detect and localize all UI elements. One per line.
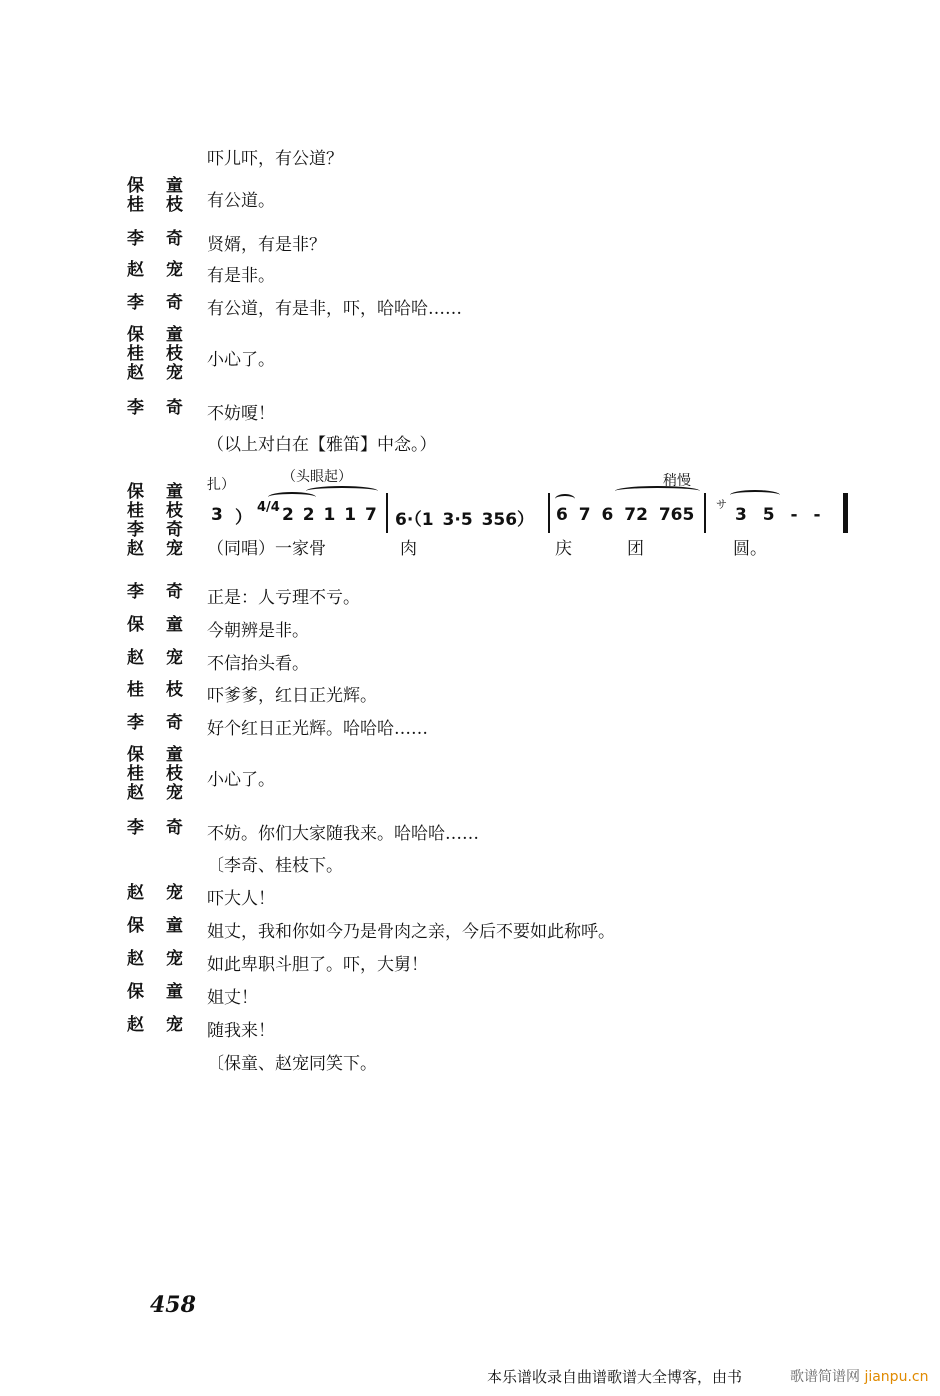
lyric: 圆。 [733, 539, 767, 559]
footer-text: 本乐谱收录自曲谱歌谱大全博客，由书 [487, 1368, 743, 1386]
speaker-names [127, 260, 205, 280]
speaker: 桂枝 [127, 764, 205, 784]
measure-2: 6·（1 3·5 356） [395, 510, 535, 530]
speaker: 保童 [127, 325, 205, 345]
speaker-names [127, 745, 205, 803]
dialogue-text: 姐丈！ [207, 988, 258, 1008]
slur [730, 490, 780, 500]
watermark [790, 1366, 928, 1386]
dialogue-text: 吓大人！ [207, 889, 275, 909]
speaker-names [127, 648, 205, 668]
speaker: 李奇 [127, 520, 205, 540]
speaker-names [127, 325, 205, 383]
speaker: 赵宠 [127, 260, 205, 280]
measure-1: 2 2 1 1 7 [282, 505, 377, 525]
speaker: 李奇 [127, 582, 205, 602]
measure-4: 3 5 - - [735, 505, 821, 525]
barline [548, 493, 550, 533]
dialogue-text: 不妨。你们大家随我来。哈哈哈…… [207, 824, 479, 844]
speaker: 赵宠 [127, 949, 205, 969]
lyric: 团 [627, 539, 644, 559]
dialogue-text: 有是非。 [207, 266, 275, 286]
speaker: 保童 [127, 982, 205, 1002]
speaker: 保童 [127, 175, 205, 196]
watermark-cn: 歌谱简谱网 [790, 1369, 860, 1385]
lyric: （同唱）一家骨 [207, 539, 326, 559]
speaker: 赵宠 [127, 883, 205, 903]
speaker: 保童 [127, 482, 205, 502]
dialogue-text: 姐丈，我和你如今乃是骨肉之亲，今后不要如此称呼。 [207, 922, 615, 942]
speaker: 李奇 [127, 398, 205, 418]
annotation-shaoman: 稍慢 [663, 473, 691, 489]
dialogue-text: 贤婿，有是非？ [207, 235, 326, 255]
speaker: 赵宠 [127, 363, 205, 383]
speaker: 赵宠 [127, 783, 205, 803]
speaker: 保童 [127, 745, 205, 765]
speaker: 李奇 [127, 293, 205, 313]
speaker-names [127, 582, 205, 602]
speaker: 保童 [127, 615, 205, 635]
measure-3: 6 7 6 72 765 [556, 505, 695, 525]
speaker: 保童 [127, 916, 205, 936]
speaker-names [127, 916, 205, 936]
speaker-names [127, 949, 205, 969]
lyric: 庆 [555, 539, 572, 559]
slur [555, 494, 575, 504]
dialogue-text: 有公道，有是非，吓，哈哈哈…… [207, 299, 462, 319]
speaker-names [127, 713, 205, 733]
dialogue-text: 吓儿吓，有公道？ [207, 149, 343, 169]
dialogue-text: 有公道。 [207, 191, 275, 211]
watermark-url: jianpu.cn [864, 1369, 929, 1385]
final-barline [843, 493, 848, 533]
speaker-names [127, 883, 205, 903]
speaker-names [127, 680, 205, 700]
dialogue-text: 吓爹爹，红日正光辉。 [207, 686, 377, 706]
speaker: 桂枝 [127, 501, 205, 521]
speaker-names [127, 293, 205, 313]
dialogue-text: 好个红日正光辉。哈哈哈…… [207, 719, 428, 739]
dialogue-text: （以上对白在【雅笛】中念。） [207, 435, 437, 455]
slur [306, 486, 378, 496]
speaker-names [127, 398, 205, 418]
dialogue-text: 〔保童、赵宠同笑下。 [207, 1054, 377, 1074]
music-speakers [127, 482, 205, 559]
speaker-names [127, 1015, 205, 1035]
barline [704, 493, 706, 533]
speaker: 赵宠 [127, 539, 205, 559]
dialogue-text: 不信抬头看。 [207, 654, 309, 674]
annotation-san: サ [716, 498, 727, 511]
annotation-zha: 扎） [207, 477, 235, 493]
speaker: 赵宠 [127, 1015, 205, 1035]
lyric: 肉 [400, 539, 417, 559]
dialogue-text: 不妨嗄！ [207, 404, 275, 424]
note-close: ） [235, 508, 252, 528]
speaker-names [127, 175, 205, 215]
dialogue-text: 小心了。 [207, 350, 275, 370]
page-number: 458 [150, 1292, 196, 1318]
speaker: 桂枝 [127, 194, 205, 215]
speaker: 李奇 [127, 229, 205, 249]
annotation-touyanqi: （头眼起） [282, 469, 352, 485]
dialogue-text: 正是：人亏理不亏。 [207, 588, 360, 608]
barline [386, 493, 388, 533]
time-signature: 4/4 [257, 500, 280, 515]
dialogue-text: 小心了。 [207, 770, 275, 790]
speaker: 桂枝 [127, 680, 205, 700]
speaker: 桂枝 [127, 344, 205, 364]
speaker-names [127, 229, 205, 249]
speaker-names [127, 615, 205, 635]
speaker: 李奇 [127, 713, 205, 733]
speaker: 赵宠 [127, 648, 205, 668]
speaker: 李奇 [127, 818, 205, 838]
dialogue-text: 随我来！ [207, 1021, 275, 1041]
dialogue-text: 如此卑职斗胆了。吓，大舅！ [207, 955, 428, 975]
slur [615, 486, 700, 496]
note-intro: 3 [211, 505, 223, 525]
speaker-names [127, 818, 205, 838]
dialogue-text: 今朝辨是非。 [207, 621, 309, 641]
speaker-names [127, 982, 205, 1002]
dialogue-text: 〔李奇、桂枝下。 [207, 856, 343, 876]
